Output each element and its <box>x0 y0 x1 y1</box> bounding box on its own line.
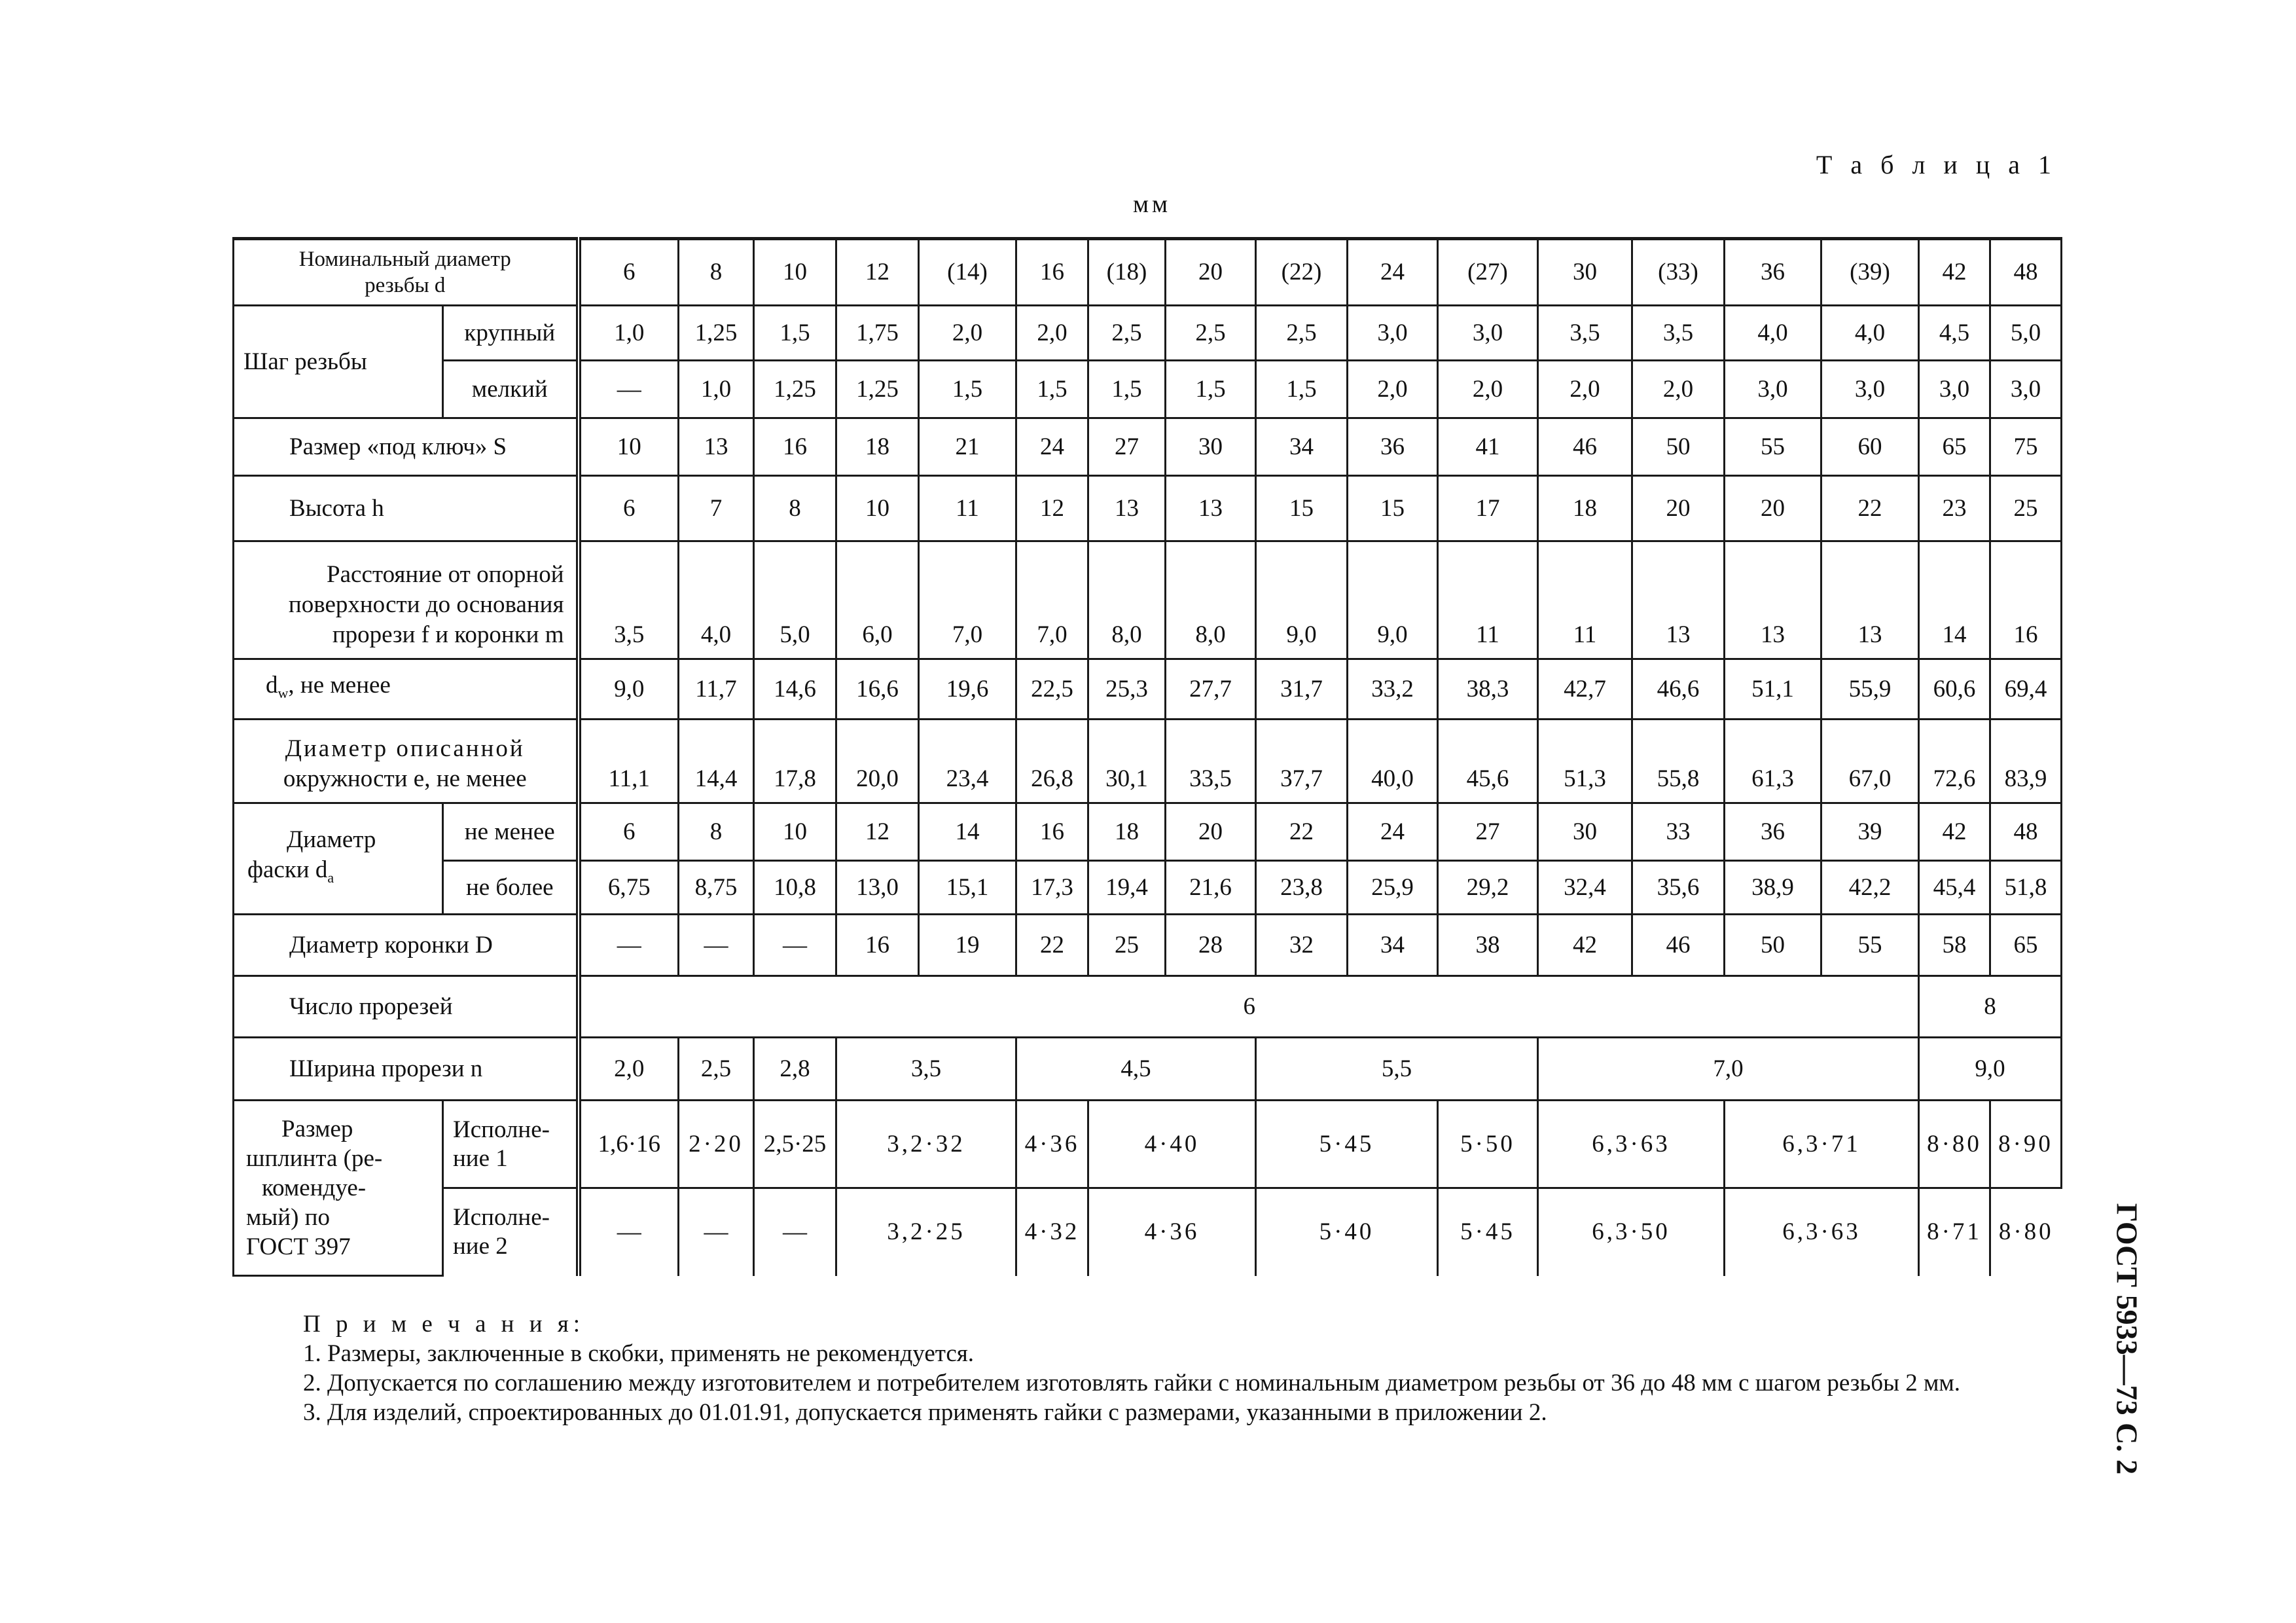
cell: 11 <box>1438 541 1538 659</box>
sublabel-min: не менее <box>443 803 579 861</box>
cell: 39 <box>1821 803 1919 861</box>
cell: 6,3·50 <box>1538 1188 1725 1276</box>
label-dw-rest: , не менее <box>288 671 391 699</box>
cell: 72,6 <box>1919 720 1990 803</box>
cell: 6,3·63 <box>1725 1188 1919 1276</box>
label-line: прорези f и коронки m <box>332 621 564 648</box>
cell: — <box>754 1188 836 1276</box>
cell: 2,5·25 <box>754 1101 836 1188</box>
cell: 14 <box>919 803 1016 861</box>
cell: 60,6 <box>1919 659 1990 720</box>
cell: 55,9 <box>1821 659 1919 720</box>
cell: 25,3 <box>1088 659 1166 720</box>
label-line: шплинта (ре- <box>246 1145 383 1172</box>
col-d-14: (14) <box>919 239 1016 306</box>
cell: 2,5 <box>1166 306 1256 361</box>
sublabel-max: не более <box>443 861 579 915</box>
cell: 29,2 <box>1438 861 1538 915</box>
cell: 1,5 <box>754 306 836 361</box>
sublabel-version-2 <box>443 1188 579 1276</box>
col-d-24: 24 <box>1348 239 1438 306</box>
cell: 3,2·32 <box>836 1101 1016 1188</box>
col-d-36: 36 <box>1725 239 1821 306</box>
cell: 11 <box>919 476 1016 541</box>
cell: 9,0 <box>1256 541 1348 659</box>
cell: 3,5 <box>1632 306 1725 361</box>
col-d-10: 10 <box>754 239 836 306</box>
cell: 40,0 <box>1348 720 1438 803</box>
cell: 22 <box>1016 915 1088 976</box>
cell: 24 <box>1348 803 1438 861</box>
col-d-16: 16 <box>1016 239 1088 306</box>
label-line: поверхности до основания <box>288 591 564 618</box>
cell: 8,0 <box>1088 541 1166 659</box>
label-line: Диаметр описанной <box>285 735 525 762</box>
col-d-22: (22) <box>1256 239 1348 306</box>
label-line: Исполне- <box>453 1204 550 1231</box>
cell: 6 <box>579 803 679 861</box>
cell: 42,2 <box>1821 861 1919 915</box>
cell: 13 <box>1725 541 1821 659</box>
cell: — <box>579 361 679 418</box>
cell: 65 <box>1919 418 1990 476</box>
cell: 4,5 <box>1919 306 1990 361</box>
row-label-slot-width <box>234 1038 579 1101</box>
label-line: ние 2 <box>453 1233 508 1260</box>
cell: 17 <box>1438 476 1538 541</box>
cell: 46 <box>1632 915 1725 976</box>
cell: 1,25 <box>679 306 754 361</box>
cell: 21,6 <box>1166 861 1256 915</box>
cell: 51,8 <box>1990 861 2062 915</box>
cell: 13 <box>679 418 754 476</box>
cell: 45,6 <box>1438 720 1538 803</box>
cell: 55,8 <box>1632 720 1725 803</box>
cell: 12 <box>836 803 919 861</box>
cell: 20 <box>1632 476 1725 541</box>
col-d-18: (18) <box>1088 239 1166 306</box>
col-d-39: (39) <box>1821 239 1919 306</box>
cell: 2,5 <box>1088 306 1166 361</box>
cell: 9,0 <box>1348 541 1438 659</box>
sublabel-version-1 <box>443 1101 579 1188</box>
cell: 14,4 <box>679 720 754 803</box>
cell: 16,6 <box>836 659 919 720</box>
cell: 11,1 <box>579 720 679 803</box>
table-row <box>234 861 2062 915</box>
row-label-pitch: Шаг резьбы <box>234 306 443 418</box>
cell: 22 <box>1821 476 1919 541</box>
label-line: Размер <box>281 1116 353 1142</box>
cell: 50 <box>1725 915 1821 976</box>
cell: 2,0 <box>1632 361 1725 418</box>
cell: 14 <box>1919 541 1990 659</box>
standard-page-label: ГОСТ 5933—73 С. 2 <box>2110 1203 2144 1475</box>
cell: 6 <box>579 476 679 541</box>
cell: 51,3 <box>1538 720 1632 803</box>
cell: 83,9 <box>1990 720 2062 803</box>
sublabel-coarse: крупный <box>443 306 579 361</box>
row-label-height <box>234 476 579 541</box>
cell: 2,5 <box>1256 306 1348 361</box>
cell: 32 <box>1256 915 1348 976</box>
cell: 42 <box>1538 915 1632 976</box>
table-row <box>234 239 2062 306</box>
label-dw-subscript: w <box>278 684 289 701</box>
cell: 8 <box>1919 976 2062 1038</box>
cell: 33,5 <box>1166 720 1256 803</box>
cell: 30,1 <box>1088 720 1166 803</box>
cell: 20 <box>1725 476 1821 541</box>
row-label-dw <box>234 659 579 720</box>
cell: 75 <box>1990 418 2062 476</box>
cell: 19,4 <box>1088 861 1166 915</box>
cell: 3,2·25 <box>836 1188 1016 1276</box>
cell: 67,0 <box>1821 720 1919 803</box>
cell: 41 <box>1438 418 1538 476</box>
cell: 18 <box>1538 476 1632 541</box>
notes-title: П р и м е ч а н и я: <box>303 1311 585 1338</box>
cell: 60 <box>1821 418 1919 476</box>
col-d-48: 48 <box>1990 239 2062 306</box>
cell: 10 <box>754 803 836 861</box>
table-row <box>234 541 2062 659</box>
row-label-nominal-diameter: Номинальный диаметр резьбы d <box>234 239 579 306</box>
cell: 3,5 <box>836 1038 1016 1101</box>
cell: 1,25 <box>836 361 919 418</box>
cell: 19 <box>919 915 1016 976</box>
units-label: мм <box>1132 191 1172 218</box>
cell: 55 <box>1821 915 1919 976</box>
cell: 14,6 <box>754 659 836 720</box>
cell: 9,0 <box>579 659 679 720</box>
label-line: Исполне- <box>453 1116 550 1143</box>
cell: 3,0 <box>1725 361 1821 418</box>
cell: 19,6 <box>919 659 1016 720</box>
cell: 3,0 <box>1919 361 1990 418</box>
cell: 16 <box>836 915 919 976</box>
cell: 32,4 <box>1538 861 1632 915</box>
cell: 13 <box>1632 541 1725 659</box>
cell: 5·45 <box>1256 1101 1438 1188</box>
cell: 28 <box>1166 915 1256 976</box>
cell: 10 <box>836 476 919 541</box>
col-d-6: 6 <box>579 239 679 306</box>
cell: 4·32 <box>1016 1188 1088 1276</box>
table-row <box>234 803 2062 861</box>
cell: 46,6 <box>1632 659 1725 720</box>
cell: 1,5 <box>1088 361 1166 418</box>
table-row <box>234 476 2062 541</box>
cell: 17,8 <box>754 720 836 803</box>
cell: 18 <box>1088 803 1166 861</box>
cell: 38 <box>1438 915 1538 976</box>
note-item: 3. Для изделий, спроектированных до 01.01.91, допускается применять гайки с размерами, указанными в приложении 2. <box>303 1399 1547 1426</box>
cell: 3,0 <box>1821 361 1919 418</box>
cell: 3,0 <box>1438 306 1538 361</box>
cell: 5,0 <box>754 541 836 659</box>
cell: 1,5 <box>919 361 1016 418</box>
cell: 25 <box>1088 915 1166 976</box>
table-row <box>234 361 2062 418</box>
table-row <box>234 976 2062 1038</box>
notes <box>232 1309 2060 1427</box>
cell: 8·90 <box>1990 1101 2062 1188</box>
cell: 16 <box>754 418 836 476</box>
cell: 5,5 <box>1256 1038 1538 1101</box>
cell: 24 <box>1016 418 1088 476</box>
cell: 26,8 <box>1016 720 1088 803</box>
cell: 6,3·71 <box>1725 1101 1919 1188</box>
cell: 4,0 <box>1821 306 1919 361</box>
cell: 34 <box>1348 915 1438 976</box>
cell: 7,0 <box>1016 541 1088 659</box>
label-line: мый) по <box>246 1204 330 1231</box>
cell: 30 <box>1538 803 1632 861</box>
cell: 30 <box>1166 418 1256 476</box>
label-dw-symbol: d <box>266 671 278 699</box>
cell: 13 <box>1088 476 1166 541</box>
cell: 22 <box>1256 803 1348 861</box>
cell: 23,8 <box>1256 861 1348 915</box>
cell: 25,9 <box>1348 861 1438 915</box>
table-row <box>234 720 2062 803</box>
note-item: 1. Размеры, заключенные в скобки, применять не рекомендуется. <box>303 1340 975 1367</box>
cell: 51,1 <box>1725 659 1821 720</box>
label-line: ГОСТ 397 <box>246 1233 351 1260</box>
cell: 4·36 <box>1088 1188 1256 1276</box>
nut-dimensions-table <box>232 237 2062 1277</box>
cell: 33 <box>1632 803 1725 861</box>
cell: 3,0 <box>1990 361 2062 418</box>
row-label-circumscribed <box>234 720 579 803</box>
cell: 5·40 <box>1256 1188 1438 1276</box>
cell: 11 <box>1538 541 1632 659</box>
cell: 8 <box>679 803 754 861</box>
cell: 5·45 <box>1438 1188 1538 1276</box>
label-line <box>247 855 439 893</box>
cell: 13 <box>1166 476 1256 541</box>
cell: 15,1 <box>919 861 1016 915</box>
cell: 27,7 <box>1166 659 1256 720</box>
table-row <box>234 659 2062 720</box>
label-chamfer-text: фаски d <box>247 856 328 883</box>
cell: 7,0 <box>1538 1038 1919 1101</box>
cell: 1,6·16 <box>579 1101 679 1188</box>
cell: 8·80 <box>1990 1188 2062 1276</box>
cell: 45,4 <box>1919 861 1990 915</box>
label-text: Размер «под ключ» S <box>289 433 507 460</box>
col-d-33: (33) <box>1632 239 1725 306</box>
cell: 42 <box>1919 803 1990 861</box>
cell: 15 <box>1256 476 1348 541</box>
cell: 16 <box>1016 803 1088 861</box>
table-row <box>234 1188 2062 1276</box>
cell: 23 <box>1919 476 1990 541</box>
table-row <box>234 418 2062 476</box>
cell: 1,5 <box>1256 361 1348 418</box>
cell: 38,3 <box>1438 659 1538 720</box>
cell: 15 <box>1348 476 1438 541</box>
cell: 36 <box>1725 803 1821 861</box>
cell: 20,0 <box>836 720 919 803</box>
label-line: окружности e, не менее <box>283 765 527 792</box>
cell: 2,0 <box>919 306 1016 361</box>
cell: 37,7 <box>1256 720 1348 803</box>
cell: 4·40 <box>1088 1101 1256 1188</box>
label-line: Расстояние от опорной <box>327 561 564 588</box>
cell: 2,0 <box>1538 361 1632 418</box>
table-row <box>234 1101 2062 1188</box>
label-line: Диаметр <box>287 826 376 853</box>
row-label-crown-diameter <box>234 915 579 976</box>
sublabel-fine: мелкий <box>443 361 579 418</box>
cell: 27 <box>1438 803 1538 861</box>
cell: 1,75 <box>836 306 919 361</box>
cell: 12 <box>1016 476 1088 541</box>
cell: 1,5 <box>1166 361 1256 418</box>
cell: 6 <box>579 976 1919 1038</box>
cell: 1,0 <box>579 306 679 361</box>
label-chamfer-subscript: a <box>327 869 334 886</box>
cell: 2·20 <box>679 1101 754 1188</box>
cell: 35,6 <box>1632 861 1725 915</box>
cell: 6,3·63 <box>1538 1101 1725 1188</box>
col-d-42: 42 <box>1919 239 1990 306</box>
col-d-8: 8 <box>679 239 754 306</box>
cell: 65 <box>1990 915 2062 976</box>
cell: — <box>579 915 679 976</box>
cell: 50 <box>1632 418 1725 476</box>
cell: 2,0 <box>1438 361 1538 418</box>
cell: 16 <box>1990 541 2062 659</box>
table-caption: Т а б л и ц а 1 <box>1816 150 2057 179</box>
label-line: ние 1 <box>453 1144 508 1172</box>
cell: 1,5 <box>1016 361 1088 418</box>
cell: 13,0 <box>836 861 919 915</box>
label-line: комендуе- <box>262 1175 367 1201</box>
cell: 2,0 <box>1016 306 1088 361</box>
cell: 58 <box>1919 915 1990 976</box>
cell: 13 <box>1821 541 1919 659</box>
label-text: Ширина прорези n <box>289 1055 483 1082</box>
cell: 69,4 <box>1990 659 2062 720</box>
cell: 3,0 <box>1348 306 1438 361</box>
cell: 61,3 <box>1725 720 1821 803</box>
row-label-wrench-size <box>234 418 579 476</box>
col-d-30: 30 <box>1538 239 1632 306</box>
cell: 4,0 <box>679 541 754 659</box>
cell: 4·36 <box>1016 1101 1088 1188</box>
cell: 8,0 <box>1166 541 1256 659</box>
cell: 38,9 <box>1725 861 1821 915</box>
row-label-chamfer <box>234 803 443 915</box>
row-label-split-pin <box>234 1101 443 1276</box>
cell: 36 <box>1348 418 1438 476</box>
cell: 8·71 <box>1919 1188 1990 1276</box>
cell: 46 <box>1538 418 1632 476</box>
cell: 2,0 <box>579 1038 679 1101</box>
side-header <box>2101 1201 2153 1476</box>
cell: — <box>579 1188 679 1276</box>
cell: 6,75 <box>579 861 679 915</box>
label-text: Высота h <box>289 494 384 522</box>
cell: 4,0 <box>1725 306 1821 361</box>
col-d-12: 12 <box>836 239 919 306</box>
cell: 8 <box>754 476 836 541</box>
cell: 18 <box>836 418 919 476</box>
cell: 10,8 <box>754 861 836 915</box>
cell: 17,3 <box>1016 861 1088 915</box>
cell: 33,2 <box>1348 659 1438 720</box>
row-label-distance <box>234 541 579 659</box>
cell: 21 <box>919 418 1016 476</box>
cell: 25 <box>1990 476 2062 541</box>
cell: 2,5 <box>679 1038 754 1101</box>
cell: 4,5 <box>1016 1038 1256 1101</box>
cell: 20 <box>1166 803 1256 861</box>
cell: 8·80 <box>1919 1101 1990 1188</box>
cell: 23,4 <box>919 720 1016 803</box>
cell: 10 <box>579 418 679 476</box>
cell: — <box>679 915 754 976</box>
cell: 3,5 <box>1538 306 1632 361</box>
cell: 48 <box>1990 803 2062 861</box>
cell: 27 <box>1088 418 1166 476</box>
cell: 34 <box>1256 418 1348 476</box>
cell: 7 <box>679 476 754 541</box>
cell: 2,8 <box>754 1038 836 1101</box>
cell: — <box>679 1188 754 1276</box>
table-row <box>234 915 2062 976</box>
label-text: Диаметр коронки D <box>289 931 493 958</box>
cell: 9,0 <box>1919 1038 2062 1101</box>
cell: 11,7 <box>679 659 754 720</box>
cell: 22,5 <box>1016 659 1088 720</box>
cell: 42,7 <box>1538 659 1632 720</box>
cell: 1,0 <box>679 361 754 418</box>
cell: 1,25 <box>754 361 836 418</box>
cell: 31,7 <box>1256 659 1348 720</box>
cell: 7,0 <box>919 541 1016 659</box>
cell: 8,75 <box>679 861 754 915</box>
cell: 3,5 <box>579 541 679 659</box>
cell: 2,0 <box>1348 361 1438 418</box>
cell: 6,0 <box>836 541 919 659</box>
cell: 5·50 <box>1438 1101 1538 1188</box>
cell: 5,0 <box>1990 306 2062 361</box>
table-row <box>234 1038 2062 1101</box>
col-d-20: 20 <box>1166 239 1256 306</box>
table-row <box>234 306 2062 361</box>
cell: 55 <box>1725 418 1821 476</box>
cell: — <box>754 915 836 976</box>
label-text: Число прорезей <box>289 993 453 1020</box>
col-d-27: (27) <box>1438 239 1538 306</box>
note-item: 2. Допускается по соглашению между изготовителем и потребителем изготовлять гайки с номинальным диаметром резьбы от 36 до 48 мм с шагом резьбы 2 мм. <box>303 1370 1961 1396</box>
row-label-slot-count <box>234 976 579 1038</box>
